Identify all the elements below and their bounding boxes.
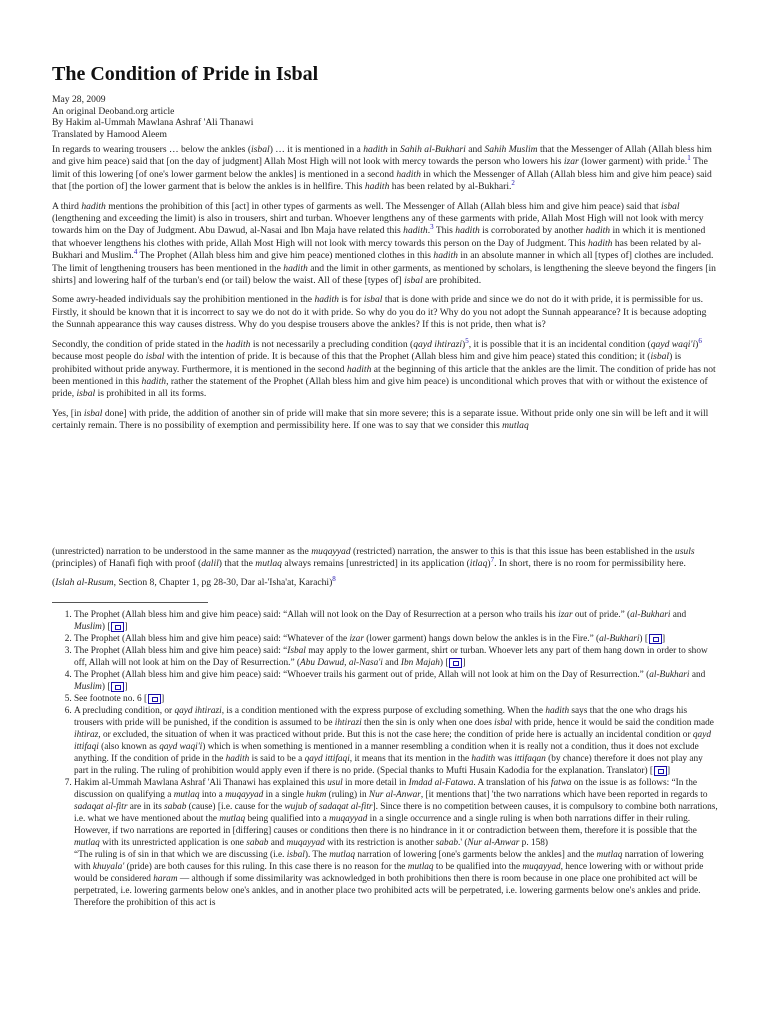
- text: Isbal: [287, 645, 306, 656]
- text: Sahih al-Bukhari: [400, 144, 466, 155]
- text: muqayyad: [286, 837, 325, 848]
- text: sabab: [164, 801, 187, 812]
- text: Yes, [in: [52, 407, 84, 419]
- text: mutlaq: [329, 849, 356, 860]
- text: — although if some dissimilarity was acknowledged in both prohibitions then there is room because in one place one prohibited act will be perpetrated, i.e. lowering garments below one's ankles, and in another place two prohibited acts will be perpetrated, i.e. lowering garments below one's ankles and pride. Therefore the prohibition of this act is: [74, 873, 701, 908]
- text: at the beginning of this article that the ankles are the limit. The condition of pride has not been mentioned in this: [52, 363, 716, 387]
- text: hadith: [283, 262, 308, 274]
- blank-space: [52, 440, 718, 546]
- text: hadith: [81, 200, 106, 212]
- text: hadith: [471, 753, 496, 764]
- footnote-item: 3. The Prophet (Allah bless him and give him peace) said: “Isbal may apply to the lower garment, shirt or turban. Whoever lets any part of them hang down in order to show off, Allah will not look at him on the Day of Resurrection.” (Abu Dawud, al-Nasa'i and Ibn Majah) [ ]: [74, 645, 718, 669]
- article-translator: Translated by Hamood Aleem: [52, 128, 168, 140]
- return-arrow-icon: [654, 766, 667, 776]
- text: hadith: [587, 237, 613, 249]
- article-author: By Hakim al-Ummah Mawlana Ashraf 'Ali Thanawi: [52, 117, 254, 128]
- text: sadaqat al-fitr: [74, 801, 128, 812]
- text: in more detail in: [342, 777, 409, 788]
- text: isbal: [76, 388, 96, 400]
- text: and: [670, 609, 687, 620]
- text: was: [495, 753, 515, 764]
- text: in a single: [263, 789, 307, 800]
- text: .: [427, 225, 431, 237]
- text: Nur al-Anwar: [368, 789, 421, 800]
- footnote-link-1[interactable]: 1: [687, 154, 691, 163]
- text: hadith: [396, 168, 421, 180]
- text: hadith: [314, 294, 339, 306]
- text: isbal: [660, 200, 680, 212]
- text: and: [689, 669, 706, 680]
- text: A third: [52, 200, 82, 212]
- text: ): [101, 681, 108, 692]
- text: and: [268, 837, 287, 848]
- text: Some awry-headed individuals say the prohibition mentioned in the: [52, 294, 315, 306]
- back-link-icon[interactable]: [147, 694, 161, 704]
- text: A precluding condition, or: [74, 705, 175, 716]
- text: , rather the statement of the Prophet (Allah bless him and give him peace) is unconditional which proves that with or without the existence of pride,: [52, 375, 708, 400]
- paragraph-4: [52, 336, 718, 401]
- text: hadith: [364, 181, 390, 193]
- text: being qualified into a: [245, 813, 330, 824]
- text: that is done with pride and since we do not do it with pride, it is permissible for us. Firstly, it should be known that it is incorrect to say we do not do it with pride. So why do you do it? Why do you not adopt the Sunnah appearance? It is because adopting the Sunnah appearance this way causes distress. Why do you despise trousers above the ankles? If this is not pride, then what is?: [52, 294, 707, 331]
- text: izar: [349, 633, 364, 644]
- text: (lower garment) with pride.: [578, 156, 688, 168]
- footnote-item: 5. See footnote no. 6 [ ]: [74, 693, 718, 705]
- text: ]. Since there is no competition between causes, it is compulsory to combine both narrations, i.e. what we have mentioned about the: [74, 801, 718, 824]
- text: qayd ittifaqi: [304, 753, 350, 764]
- text: (principles) of Hanafi fiqh with proof (: [52, 557, 202, 569]
- text: In regards to wearing trousers … below the ankles (: [52, 144, 252, 155]
- text: This: [433, 225, 456, 237]
- return-arrow-icon: [649, 634, 662, 644]
- text: with the intention of pride. It is because of this that the Prophet (Allah bless him and give him peace) stated this condition; it (: [164, 351, 651, 363]
- text: ) that the: [218, 557, 256, 569]
- text: isbal: [83, 407, 103, 419]
- text: qayd ittifaqi: [74, 729, 711, 752]
- back-link-icon[interactable]: [110, 622, 124, 632]
- text: , or excluded, the situation of when it was practiced without pride. But this is not the case here; the condition of pride here is actually an incidental condition or: [98, 729, 693, 740]
- text: hadith: [225, 338, 251, 350]
- footnotes-divider: [52, 602, 208, 603]
- text: (lengthening and exceeding the limit) is also in trousers, shirt and turban. Whoever lengthens any of these garments with pride, Allah Most High will not look with mercy towards him on the Day of Judgment. Abu Dawud, al-Nasai and Ibn Maja have related this: [52, 213, 704, 237]
- text: are prohibited.: [422, 275, 482, 287]
- text: isbal: [404, 275, 423, 287]
- text: , it means that its mention in the: [349, 753, 472, 764]
- text: with pride, hence it would be said the condition made: [512, 717, 714, 728]
- return-arrow-icon: [449, 658, 462, 668]
- text: mutlaq: [407, 861, 434, 872]
- text: with its restriction is another: [324, 837, 436, 848]
- text: (also known as: [98, 741, 160, 752]
- text: ) … it is mentioned in a: [269, 144, 364, 155]
- text: muqayyad: [225, 789, 264, 800]
- footnote-item: [74, 777, 718, 909]
- article-date: May 28, 2009: [52, 94, 106, 105]
- text: dalil: [201, 557, 219, 569]
- paragraph-6: [52, 546, 718, 571]
- text: usul: [327, 777, 343, 788]
- text: in which it is mentioned that whoever lengthens his clothes with pride, Allah Most High will not look with mercy towards this person on the Day of Judgment. This: [52, 225, 706, 249]
- text: The Prophet (Allah bless him and give him peace) said: “Whoever trails his garment out of pride, Allah will not look at him on the Day of Resurrection.” (: [74, 669, 650, 680]
- text: , [it mentions that] 'the two narrations which have been reported in regards to: [420, 789, 708, 800]
- return-arrow-icon: [111, 622, 124, 632]
- text: ): [462, 338, 466, 350]
- text: ) is prohibited without pride anyway. Furthermore, it is mentioned in the second: [52, 351, 682, 375]
- text: hadith: [141, 375, 167, 387]
- text: , hence lowering with or without pride would be considered: [74, 861, 704, 884]
- paragraph-2: [52, 201, 718, 288]
- text: is not necessarily a precluding condition (: [250, 338, 414, 350]
- text: and the limit in other garments, as mentioned by scholars, is lengthening the sleeve beyond the fingers [in shirts] and lowering half of the turban's end (or tail) below the waist. All of these [types of]: [52, 262, 716, 287]
- paragraph-5: [52, 408, 718, 433]
- text: khuyala': [92, 861, 125, 872]
- text: .' (: [458, 837, 468, 848]
- text: narration of lowering [one's garments below the ankles] and the: [355, 849, 597, 860]
- text: (ruling) in: [326, 789, 369, 800]
- text: Abu Dawud, al-Nasa'i: [300, 657, 383, 668]
- text: are in its: [127, 801, 165, 812]
- text: usuls: [674, 545, 695, 557]
- text: because most people do: [52, 351, 146, 363]
- text: mutlaq: [596, 849, 623, 860]
- text: qayd waqi'i: [159, 741, 203, 752]
- text: (cause) [i.e. cause for the: [186, 801, 285, 812]
- text: See footnote no. 6: [74, 693, 144, 704]
- text: ): [695, 338, 699, 350]
- text: mutlaq: [219, 813, 246, 824]
- footnote-link-7[interactable]: 7: [490, 555, 495, 564]
- text: Secondly, the condition of pride stated in the: [52, 338, 226, 350]
- text: hukm: [306, 789, 327, 800]
- text: itlaq: [469, 557, 488, 569]
- text: ihtirazi: [334, 717, 362, 728]
- text: izar: [558, 609, 573, 620]
- text: hadith: [403, 225, 428, 237]
- text: (lower garment) hangs down below the ankles is in the Fire.” (: [363, 633, 600, 644]
- text: muqayyad: [522, 861, 561, 872]
- text: sabab: [435, 837, 458, 848]
- text: , is a condition mentioned with the express purpose of excluding something. When the: [221, 705, 546, 716]
- footnote-item: 2. The Prophet (Allah bless him and give him peace) said: “Whatever of the izar (lower garment) hangs down below the ankles is in the Fire.” (al-Bukhari) [ ]: [74, 633, 718, 645]
- text: narration of lowering with: [74, 849, 704, 872]
- text: with its unrestricted application is one: [99, 837, 247, 848]
- text: Nur al-Anwar: [467, 837, 520, 848]
- footnotes-list: [52, 609, 718, 909]
- text: on the issue is as follows: “In the discussion on qualifying a: [74, 777, 698, 800]
- text: isbal: [650, 351, 670, 363]
- text: ): [487, 557, 491, 569]
- text: hadith: [545, 705, 570, 716]
- back-link-icon[interactable]: [653, 766, 667, 776]
- page-title: The Condition of Pride in Isbal: [52, 63, 319, 85]
- text: qayd waqi'i: [650, 338, 696, 350]
- text: Muslim: [74, 681, 102, 692]
- text: is corroborated by another: [479, 225, 586, 237]
- footnote-item: 6. A precluding condition, or qayd ihtirazi, is a condition mentioned with the express purpose of excluding something. When the hadith says that the one who drags his trousers with pride will be punished, if the condition is assumed to be ihtirazi then the sin is only when one does isbal with pride, hence it would be said the condition made ihtiraz, or excluded, the situation of when it was practiced without pride. But this is not the case here; the condition of pride here is actually an incidental condition or qayd ittifaqi (also known as qayd waqi'i) which is when something is mentioned in a manner resembling a condition when it is really not a condition, thus it does not exclude anything. If the condition of pride in the hadith is said to be a qayd ittifaqi, it means that its mention in the hadith was ittifaqan (by chance) therefore it does not play any part in the ruling. The ruling of prohibition would apply even if there is no pride. (Special thanks to Mufti Husain Kadodia for the explanation. Translator) [ ]: [74, 705, 718, 777]
- text: into a: [199, 789, 226, 800]
- text: ittifaqan: [514, 753, 546, 764]
- text: , it is possible that it is an incidental condition (: [468, 338, 651, 350]
- text: “The ruling is of sin in that which we are discussing (i.e.: [74, 849, 287, 860]
- text: mutlaq: [255, 557, 282, 569]
- text: has been related by al-Bukhari and Muslim.: [52, 237, 702, 262]
- text: in which the Messenger of Allah (Allah bless him and give him peace) said that [the portion of] the lower garment that is below the ankles is in hellfire. This: [52, 168, 712, 193]
- article-meta: [52, 94, 718, 140]
- text: Islah al-Rusum: [55, 577, 114, 589]
- text: mentions the prohibition of this [act] in other types of garments as well. The Messenger of Allah (Allah bless him and give him peace) said that: [105, 200, 661, 212]
- text: hadith: [585, 225, 611, 237]
- footnote-link-3[interactable]: 3: [430, 223, 434, 232]
- text: is prohibited in all its forms.: [95, 388, 207, 400]
- citation: [52, 577, 718, 589]
- paragraph-1: [52, 144, 718, 194]
- back-link-icon[interactable]: [110, 682, 124, 692]
- text: (unrestricted) narration to be understood in the same manner as the: [52, 545, 312, 557]
- footnote-link-5[interactable]: 5: [465, 336, 469, 345]
- footnote-link-2[interactable]: 2: [511, 179, 515, 188]
- footnote-link-6[interactable]: 6: [698, 336, 702, 345]
- text: p. 158): [519, 837, 549, 848]
- text: isbal: [145, 351, 165, 363]
- text: done] with pride, the addition of another sin of pride will make that sin more severe; this is a separate issue. Without pride only one sin will be left and it will certainly remain. There is no possibility of exemption and permissibility here. If one was to say that we consider this: [52, 407, 709, 432]
- text: Sahih Muslim: [484, 144, 538, 155]
- text: and: [382, 657, 401, 668]
- text: Ibn Majah: [400, 657, 440, 668]
- text: always remains [unrestricted] in its application (: [281, 557, 470, 569]
- text: haram: [153, 873, 178, 884]
- text: isbal: [286, 849, 305, 860]
- text: The Prophet (Allah bless him and give him peace) said: “Whatever of the: [74, 633, 350, 644]
- text: has been related by al-Bukhari.: [389, 181, 512, 193]
- text: (pride) are both causes for this ruling. In this case there is no reason for the: [124, 861, 408, 872]
- text: al-Bukhari: [599, 633, 640, 644]
- text: in an absolute manner in which all [types of] clothes are included. The limit of lengthening trousers has been mentioned in the: [52, 250, 714, 274]
- footnote-link-4[interactable]: 4: [133, 248, 138, 257]
- text: may apply to the lower garment, shirt or turban. Whoever lets any part of them hang down in order to show off, Allah will not look at him on the Day of Resurrection.” (: [74, 645, 708, 668]
- text: hadith: [363, 144, 388, 155]
- text: mutlaq: [502, 420, 529, 432]
- text: Muslim: [74, 621, 102, 632]
- text: says that the one who drags his trousers with pride will be punished, if the condition is assumed to be: [74, 705, 688, 728]
- text: wujub of sadaqat al-fitr: [284, 801, 373, 812]
- text: ): [439, 657, 446, 668]
- text: (: [52, 577, 56, 589]
- return-arrow-icon: [148, 694, 161, 704]
- article-content: [52, 62, 718, 909]
- text: al-Bukhari: [630, 609, 671, 620]
- back-link-icon[interactable]: [648, 634, 662, 644]
- text: . A translation of his: [473, 777, 551, 788]
- text: The Prophet (Allah bless him and give him peace) said: “Allah will not look on the Day of Resurrection at a person who trails his: [74, 609, 559, 620]
- text: is said to be a: [249, 753, 305, 764]
- text: hadith: [433, 250, 458, 262]
- text: ). The: [304, 849, 330, 860]
- text: , Section 8, Chapter 1, pg 28-30, Dar al-'Isha'at, Karachi): [113, 577, 333, 589]
- return-arrow-icon: [111, 682, 124, 692]
- text: qayd ihtirazi: [174, 705, 222, 716]
- text: al-Bukhari: [649, 669, 690, 680]
- text: ihtiraz: [74, 729, 99, 740]
- text: hadith: [455, 225, 480, 237]
- text: . In short, there is no room for permissibility here.: [494, 557, 686, 569]
- text: is for: [338, 294, 364, 306]
- text: isbal: [494, 717, 513, 728]
- text: ): [101, 621, 108, 632]
- text: isbal: [251, 144, 270, 155]
- footnote-link-8[interactable]: 8: [332, 575, 336, 584]
- text: mutlaq: [173, 789, 200, 800]
- text: hadith: [225, 753, 250, 764]
- text: isbal: [363, 294, 383, 306]
- text: The Prophet (Allah bless him and give him peace) said: “: [74, 645, 288, 656]
- text: to be qualified into the: [433, 861, 523, 872]
- text: The Prophet (Allah bless him and give him peace) mentioned clothes in this: [137, 250, 434, 262]
- text: ): [639, 633, 645, 644]
- text: The limit of this lowering [of one's lower garment below the ankles] is mentioned in a second: [52, 156, 708, 180]
- paragraph-3: [52, 294, 718, 331]
- text: in: [387, 144, 401, 155]
- text: in a single occurrence and a single ruling is when both narrations differ in their ruling. However, if two narrations are reported in [differing] causes or conditions then there is no hindrance in it or contradiction between them, therefore it is possible that the: [74, 813, 697, 836]
- text: muqayyad: [329, 813, 368, 824]
- text: Imdad al-Fatawa: [408, 777, 474, 788]
- text: and: [465, 144, 485, 155]
- text: hadith: [346, 363, 372, 375]
- text: (restricted) narration, the answer to this is that this issue has been established in the: [350, 545, 675, 557]
- text: fatwa: [550, 777, 572, 788]
- article-source: An original Deoband.org article: [52, 105, 175, 117]
- text: Hakim al-Ummah Mawlana Ashraf 'Ali Thanawi has explained this: [74, 777, 328, 788]
- footnote-item: 1. The Prophet (Allah bless him and give him peace) said: “Allah will not look on the Day of Resurrection at a person who trails his izar out of pride.” (al-Bukhari and Muslim) [ ]: [74, 609, 718, 633]
- back-link-icon[interactable]: [448, 658, 462, 668]
- text: out of pride.” (: [572, 609, 631, 620]
- text: ) which is when something is mentioned in a manner resembling a condition when it is really not a condition, thus it does not exclude anything. If the condition of pride in the: [74, 741, 699, 764]
- text: mutlaq: [74, 837, 100, 848]
- footnote-item: 4. The Prophet (Allah bless him and give him peace) said: “Whoever trails his garment out of pride, Allah will not look at him on the Day of Resurrection.” (al-Bukhari and Muslim) [ ]: [74, 669, 718, 693]
- text: then the sin is only when one does: [361, 717, 495, 728]
- text: muqayyad: [311, 545, 351, 557]
- text: sabab: [246, 837, 269, 848]
- text: that the Messenger of Allah (Allah bless him and give him peace) said that [on the day of judgment] Allah Most High will not look with mercy towards the person who lowers his: [52, 144, 712, 168]
- text: qayd ihtirazi: [413, 338, 463, 350]
- text: izar: [563, 156, 579, 168]
- text: (by chance) therefore it does not play any part in the ruling. The ruling of prohibition would apply even if there is no pride. (Special thanks to Mufti Husain Kadodia for the explanation. Translator): [74, 753, 703, 776]
